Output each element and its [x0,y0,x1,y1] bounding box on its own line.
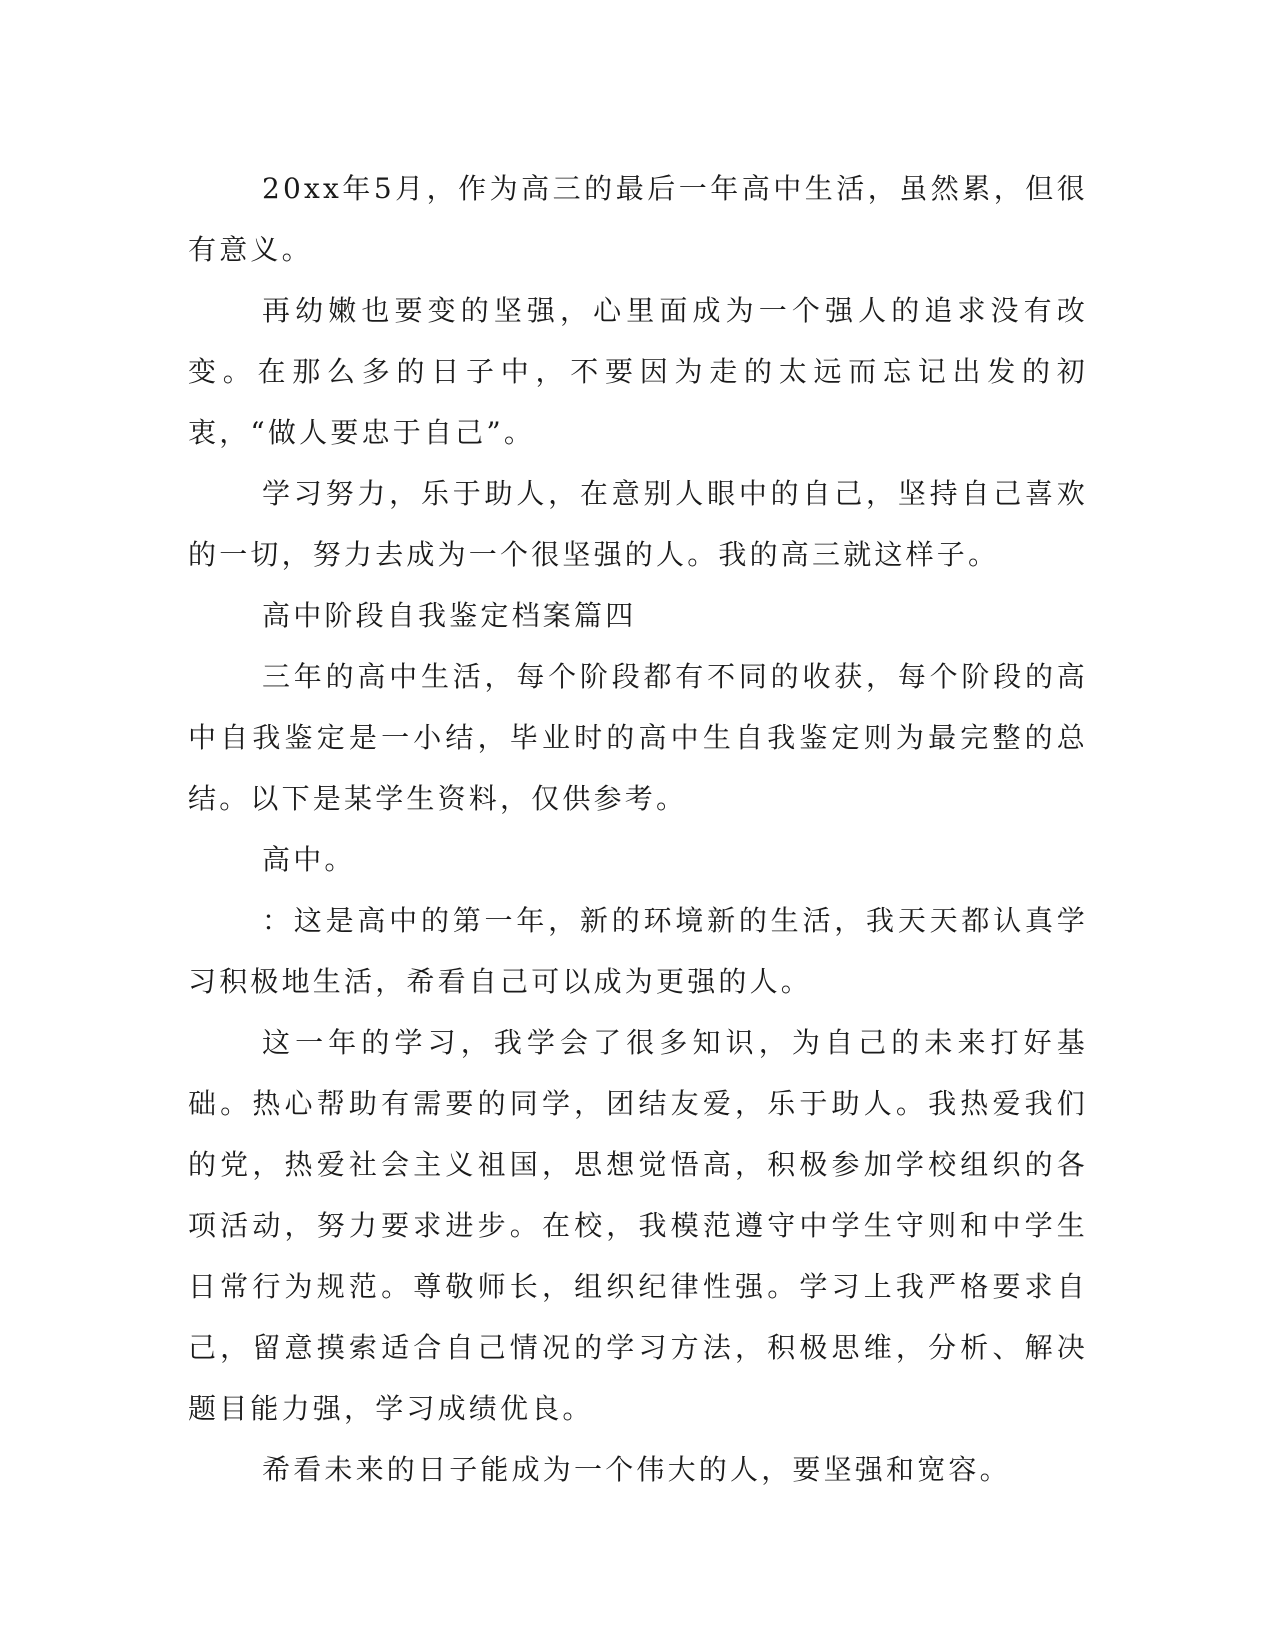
paragraph-7: 这一年的学习，我学会了很多知识，为自己的未来打好基础。热心帮助有需要的同学，团结友爱，乐于助人。我热爱我们的党，热爱社会主义祖国，思想觉悟高，积极参加学校组织的各项活动，努力要求进步。在校，我模范遵守中学生守则和中学生日常行为规范。尊敬师长，组织纪律性强。学习上我严格要求自己，留意摸索适合自己情况的学习方法，积极思维，分析、解决题目能力强，学习成绩优良。 [188,1026,1088,1425]
paragraph-1: 20xx年5月，作为高三的最后一年高中生活，虽然累，但很有意义。 [188,172,1088,266]
section-heading: 高中阶段自我鉴定档案篇四 [262,599,637,632]
paragraph-3: 学习努力，乐于助人，在意别人眼中的自己，坚持自己喜欢的一切，努力去成为一个很坚强的人。我的高三就这样子。 [188,477,1088,571]
paragraph-5: 高中。 [262,843,356,876]
document-body [188,158,1088,1500]
paragraph-4: 三年的高中生活，每个阶段都有不同的收获，每个阶段的高中自我鉴定是一小结，毕业时的高中生自我鉴定则为最完整的总结。以下是某学生资料，仅供参考。 [188,660,1088,815]
paragraph-8: 希看未来的日子能成为一个伟大的人，要坚强和宽容。 [262,1453,1011,1486]
paragraph-2: 再幼嫩也要变的坚强，心里面成为一个强人的追求没有改变。在那么多的日子中，不要因为走的太远而忘记出发的初衷，“做人要忠于自己”。 [188,294,1088,449]
paragraph-6: ：这是高中的第一年，新的环境新的生活，我天天都认真学习积极地生活，希看自己可以成为更强的人。 [188,904,1088,998]
